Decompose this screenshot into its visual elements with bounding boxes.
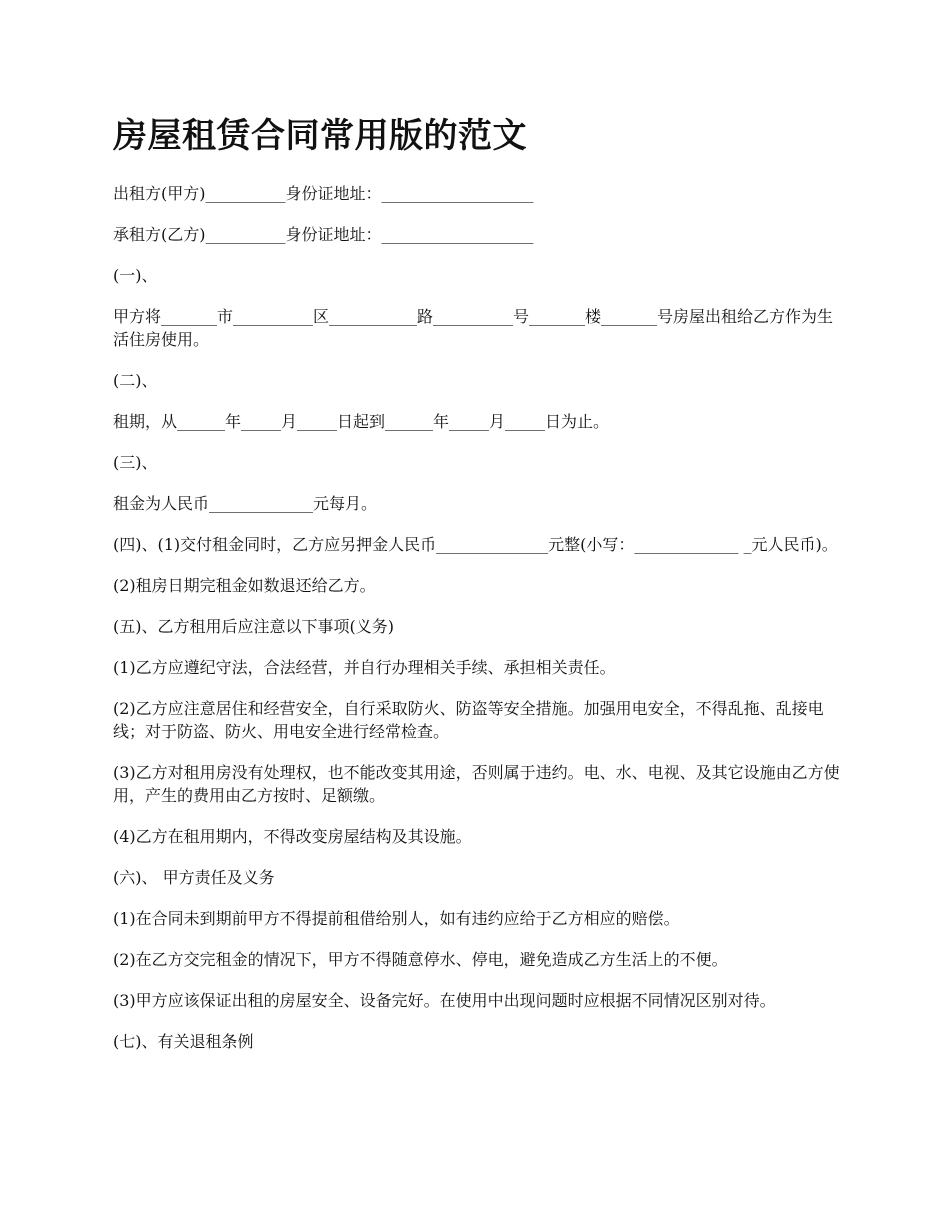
section-2-heading: (二)、 (113, 371, 158, 390)
section-7-heading: (七)、有关退租条例 (113, 1032, 254, 1051)
section-4-item-1: (四)、(1)交付租金同时，乙方应另押金人民币______________元整(小写：_____________ _元人民币)。 (113, 535, 838, 554)
document-title: 房屋租赁合同常用版的范文 (113, 116, 527, 156)
section-5-item-4: (4)乙方在租用期内，不得改变房屋结构及其设施。 (113, 827, 472, 846)
section-3-body: 租金为人民币_____________元每月。 (113, 494, 378, 513)
section-5-item-1: (1)乙方应遵纪守法，合法经营，并自行办理相关手续、承担相关责任。 (113, 658, 616, 677)
section-6-item-1: (1)在合同未到期前甲方不得提前租借给别人，如有违约应给于乙方相应的赔偿。 (113, 909, 680, 928)
section-1-body: 甲方将_______市__________区___________路__________号_______楼_______号房屋出租给乙方作为生活住房使用。 (113, 307, 834, 349)
section-5-item-2: (2)乙方应注意居住和经营安全，自行采取防火、防盗等安全措施。加强用电安全，不得乱拖、乱接电线；对于防盗、防火、用电安全进行经常检查。 (113, 699, 824, 741)
landlord-line: 出租方(甲方)__________身份证地址：___________________ (113, 184, 534, 203)
section-5-heading: (五)、乙方租用后应注意以下事项(义务) (113, 617, 394, 636)
section-2-body: 租期，从______年_____月_____日起到______年_____月_____日为止。 (113, 412, 610, 431)
section-4-item-2: (2)租房日期完租金如数退还给乙方。 (113, 576, 376, 595)
section-6-heading: (六)、 甲方责任及义务 (113, 868, 275, 887)
section-6-item-2: (2)在乙方交完租金的情况下，甲方不得随意停水、停电，避免造成乙方生活上的不便。 (113, 950, 728, 969)
document-page (113, 112, 843, 1071)
section-1-heading: (一)、 (113, 266, 158, 285)
tenant-line: 承租方(乙方)__________身份证地址：___________________ (113, 225, 534, 244)
section-5-item-3: (3)乙方对租用房没有处理权，也不能改变其用途，否则属于违约。电、水、电视、及其它设施由乙方使用，产生的费用由乙方按时、足额缴。 (113, 763, 840, 805)
section-3-heading: (三)、 (113, 453, 158, 472)
section-6-item-3: (3)甲方应该保证出租的房屋安全、设备完好。在使用中出现问题时应根据不同情况区别对待。 (113, 991, 776, 1010)
